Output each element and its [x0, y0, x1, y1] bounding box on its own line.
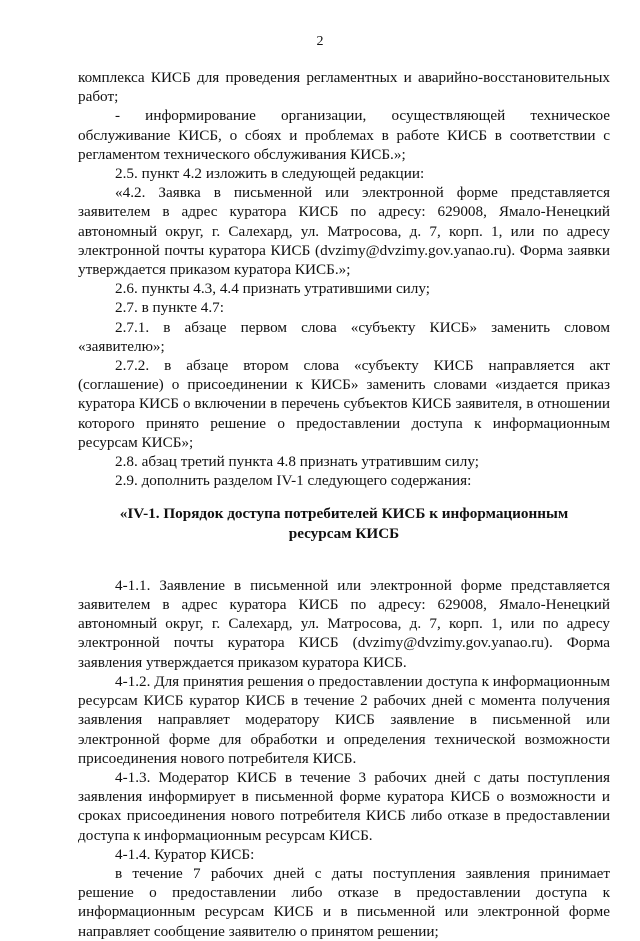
paragraph: 4-1.4. Куратор КИСБ:	[115, 845, 255, 863]
paragraph: - информирование организации, осуществляющей техническое обслуживание КИСБ, о сбоях и проблемах в работе КИСБ в соответствии с регламентом технического обслуживания КИСБ.»;	[78, 107, 610, 163]
section-heading-line-2: ресурсам КИСБ	[288, 524, 400, 542]
paragraph: 4-1.2. Для принятия решения о предоставлении доступа к информационным ресурсам КИСБ куратор КИСБ в течение 2 рабочих дней с момента получения заявления направляет модератору КИСБ заявление в письменной или электронной форме для обработки и определения технической возможности присоединения нового потребителя КИСБ.	[78, 672, 610, 767]
paragraph: 2.5. пункт 4.2 изложить в следующей редакции:	[115, 165, 425, 183]
paragraph: 2.7. в пункте 4.7:	[115, 299, 224, 317]
section-heading	[78, 504, 610, 542]
paragraph: 2.7.2. в абзаце втором слова «субъекту КИСБ направляется акт (соглашение) о присоединении к КИСБ» заменить словами «издается приказ куратора КИСБ о включении в перечень субъектов КИСБ заявителя, в отношении которого принято решение о предоставлении доступа к информационным ресурсам КИСБ»;	[78, 357, 610, 451]
paragraph: 2.7.1. в абзаце первом слова «субъекту КИСБ» заменить словом «заявителю»;	[78, 318, 610, 355]
paragraph: комплекса КИСБ для проведения регламентных и аварийно-восстановительных работ;	[78, 69, 610, 106]
paragraphs-bottom	[78, 576, 610, 941]
paragraph: в течение 7 рабочих дней с даты поступления заявления принимает решение о предоставлении либо отказе в предоставлении доступа к информационным ресурсам КИСБ и в письменной или электронной форме направляет сообщение заявителю о принятом решении;	[78, 864, 610, 940]
paragraph: 2.8. абзац третий пункта 4.8 признать утратившим силу;	[115, 453, 479, 471]
paragraph: 4-1.3. Модератор КИСБ в течение 3 рабочих дней с даты поступления заявления информирует в письменной форме куратора КИСБ о возможности и сроках присоединения нового потребителя КИСБ либо отказе в предоставлении доступа к информационным ресурсам КИСБ.	[78, 768, 610, 844]
paragraph: 4-1.1. Заявление в письменной или электронной форме представляется заявителем в адрес куратора КИСБ по адресу: 629008, Ямало-Ненецкий автономный округ, г. Салехард, ул. Матросова, д. 7, корп. 1, или по адресу электронной почты куратора КИСБ (dvzimy@dvzimy.gov.yanao.ru). Форма заявления утверждается приказом куратора КИСБ.	[78, 576, 610, 671]
section-heading-line-1: «IV-1. Порядок доступа потребителей КИСБ к информационным	[119, 505, 569, 523]
paragraphs-top	[78, 68, 610, 490]
paragraph: «4.2. Заявка в письменной или электронной форме представляется заявителем в адрес куратора КИСБ по адресу: 629008, Ямало-Ненецкий автономный округ, г. Салехард, ул. Матросова, д. 7, корп. 1, или по адресу электронной почты куратора КИСБ (dvzimy@dvzimy.gov.yanao.ru). Форма заявки утверждается приказом куратора КИСБ.»;	[78, 184, 610, 279]
paragraph: 2.9. дополнить разделом IV-1 следующего содержания:	[115, 472, 472, 490]
page-number: 2	[316, 34, 324, 49]
paragraph: 2.6. пункты 4.3, 4.4 признать утратившими силу;	[115, 280, 430, 298]
document-body	[78, 68, 610, 941]
